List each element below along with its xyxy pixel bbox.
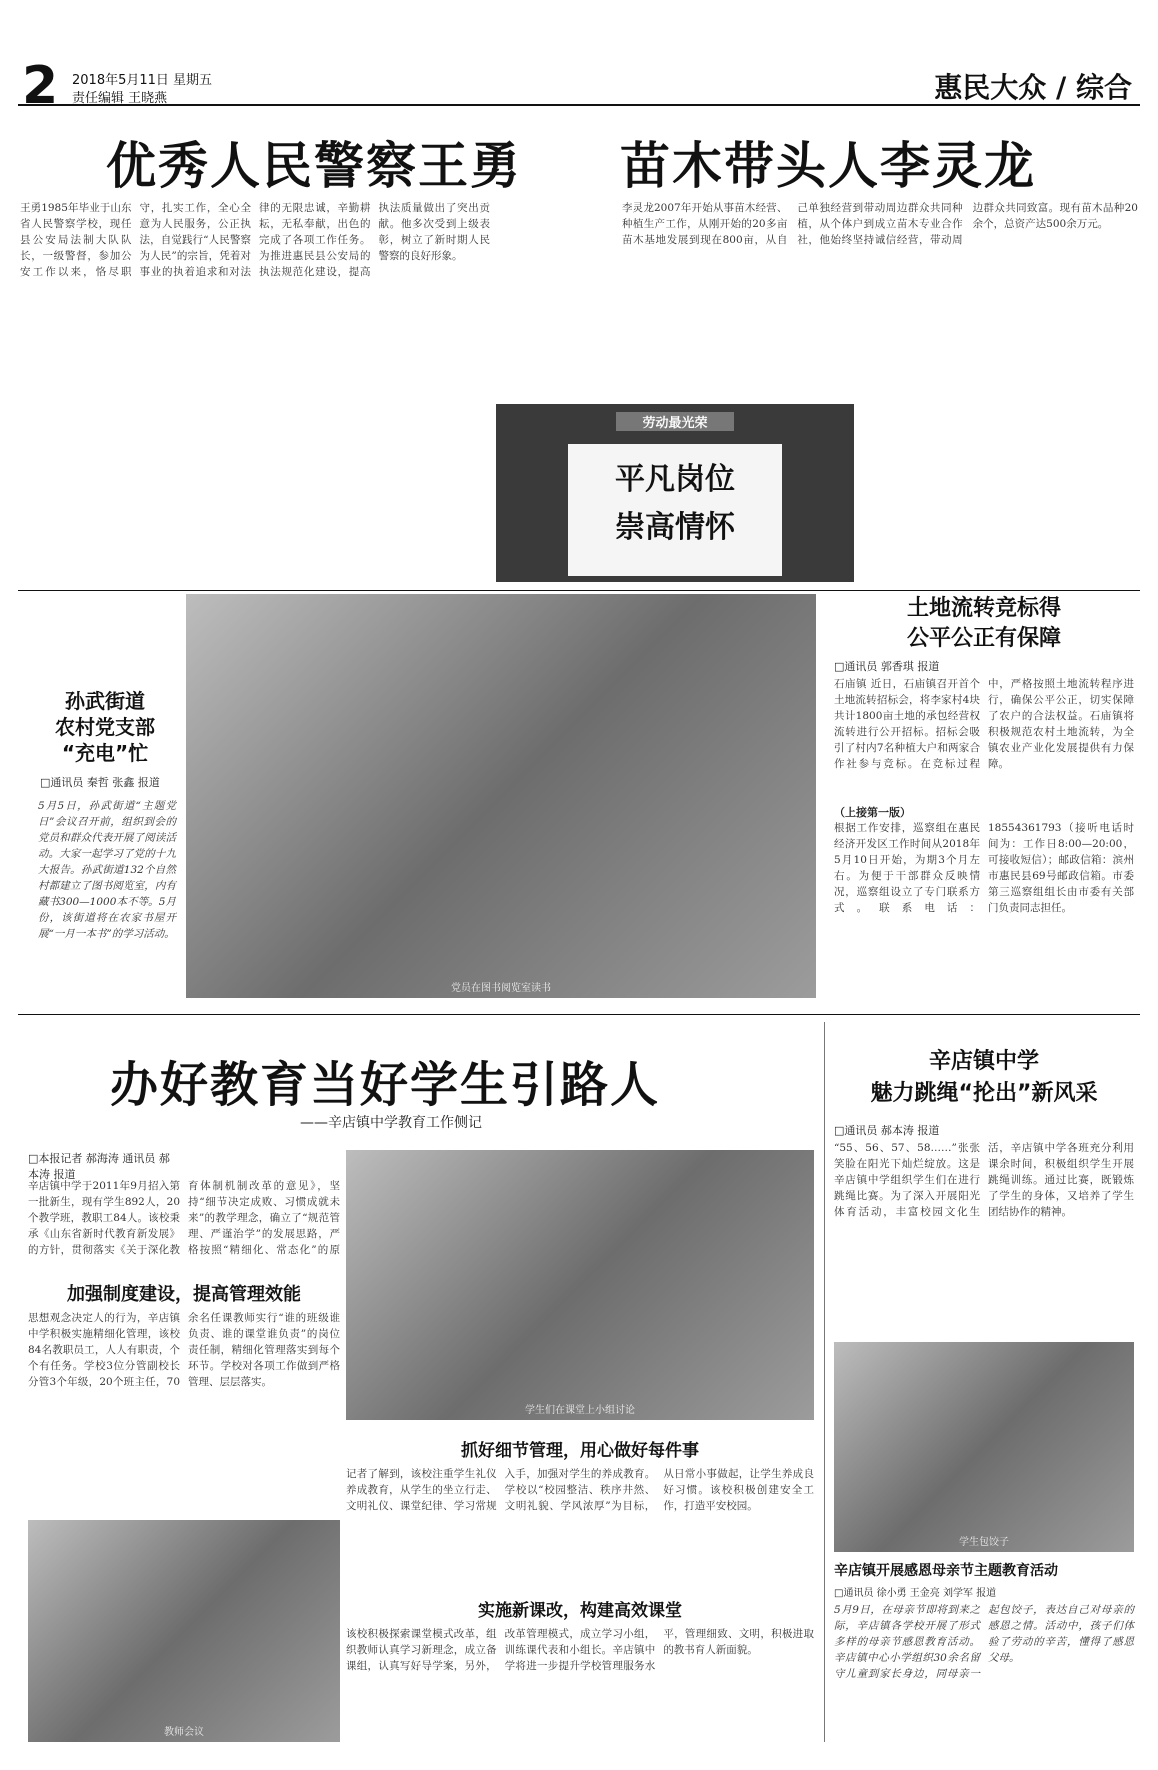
section3-body: 该校积极探索课堂模式改革，组织教师认真学习新理念，成立备课组，认真写好导学案，另外，改革管理模式，成立学习小组，训练课代表和小组长。辛店镇中学将进一步提升学校管理服务水平，管理细致、文明，积极进取的教书育人新面貌。 <box>346 1628 814 1672</box>
masthead <box>934 66 1132 106</box>
article-body-lilinglong: 李灵龙2007年开始从事苗木经营、种植生产工作，从刚开始的20多亩苗木基地发展到现在800亩，从自己单独经营到带动周边群众共同种植，从个体户到成立苗木专业合作社，他始终坚持诚信经营，带动周边群众共同致富。现有苗木品种20余个，总资产达500余万元。 <box>622 202 1138 246</box>
byline-tudi: □通讯员 郭香琪 报道 <box>834 660 940 673</box>
photo-dumplings <box>834 1342 1134 1552</box>
labor-banner-slogan <box>568 444 782 576</box>
photo-classroom-desc: 学生们在课堂上小组讨论 <box>525 1405 635 1416</box>
byline-ganen: □通讯员 徐小勇 王金亮 刘学军 报道 <box>834 1588 997 1599</box>
byline-tiaosheng: □通讯员 郝本涛 报道 <box>834 1124 940 1137</box>
notice-title: （上接第一版） <box>834 806 911 819</box>
headline-lilinglong: 苗木带头人李灵龙 <box>620 137 1036 195</box>
article-body-sunwu: 5月5日，孙武街道“主题党日”会议召开前，组织到会的党员和群众代表开展了阅读活动。大家一起学习了党的十九大报告。孙武街道132个自然村都建立了图书阅览室，内有藏书300—1000本不等。5月份，该街道将在农家书屋开展“一月一本书”的学习活动。 <box>38 800 176 940</box>
labor-banner-line2: 崇高情怀 <box>615 510 735 545</box>
article-body-notice: 根据工作安排，巡察组在惠民经济开发区工作时间从2018年5月10日开始，为期3个月左右。为便于干部群众反映情况，巡察组设立了专门联系方式。联系电话：18554361793（接听电话时间为：工作日8:00—20:00，可接收短信）；邮政信箱：滨州市惠民县69号邮政信箱。市委第三巡察组组长由市委有关部门负责同志担任。 <box>834 822 1134 914</box>
section-name: 综合 <box>1075 71 1132 104</box>
labor-banner-line1: 平凡岗位 <box>615 462 735 497</box>
headline-tudi-line2: 公平公正有保障 <box>906 626 1061 651</box>
section2-title: 抓好细节管理，用心做好每件事 <box>461 1441 699 1461</box>
header-rule <box>18 104 1140 106</box>
photo-meeting <box>28 1520 340 1742</box>
issue-date: 2018年5月11日 星期五 <box>72 73 213 88</box>
caption-ganen: 辛店镇开展感恩母亲节主题教育活动 <box>834 1563 1058 1579</box>
labor-banner-top: 劳动最光荣 <box>616 412 734 431</box>
section-rule-1 <box>18 590 1140 591</box>
byline-jiaoyu: □本报记者 郝海涛 通讯员 郝本涛 报道 <box>28 1152 170 1181</box>
headline-sunwu-line2: 农村党支部 <box>55 715 155 739</box>
headline-jiaoyu: 办好教育当好学生引路人 <box>110 1057 661 1113</box>
photo-classroom <box>346 1150 814 1420</box>
labor-banner <box>496 404 854 582</box>
section2-body: 记者了解到，该校注重学生礼仪养成教育，从学生的坐立行走、文明礼仪、课堂纪律、学习常规入手，加强对学生的养成教育。学校以“校园整洁、秩序井然、文明礼貌、学风浓厚”为目标，从日常小事做起，让学生养成良好习惯。该校积极创建安全工作，打造平安校园。 <box>346 1468 814 1512</box>
photo-library <box>186 594 816 998</box>
headline-sunwu <box>30 688 180 766</box>
headline-tudi-line1: 土地流转竞标得 <box>906 596 1061 621</box>
article-body-tiaosheng: “55、56、57、58……”张张笑脸在阳光下灿烂绽放。这是辛店镇中学组织学生们在进行跳绳比赛。为了深入开展阳光体育活动，丰富校园文化生活，辛店镇中学各班充分利用课余时间，积极组织学生开展跳绳训练。通过比赛，既锻炼了学生的身体，又培养了学生团结协作的精神。 <box>834 1142 1134 1218</box>
headline-sunwu-line1: 孙武街道 <box>65 689 145 713</box>
column-divider <box>824 1022 825 1742</box>
header-meta <box>72 72 212 108</box>
section1-body: 思想观念决定人的行为，辛店镇中学积极实施精细化管理，该校84名教职员工，人人有职责，个个有任务。学校3位分管副校长分管3个年级，20个班主任，70余名任课教师实行“谁的班级谁负责、谁的课堂谁负责”的岗位责任制，精细化管理落实到每个环节。学校对各项工作做到严格管理、层层落实。 <box>28 1312 340 1388</box>
section1-title: 加强制度建设，提高管理效能 <box>67 1284 301 1305</box>
headline-tiaosheng <box>834 1046 1134 1110</box>
article-body-tudi: 石庙镇 近日，石庙镇召开首个土地流转招标会，将李家村4块共计1800亩土地的承包经营权流转进行公开招标。招标会吸引了村内7名种植大户和两家合作社参与竞标。在竞标过程中，严格按照土地流转程序进行，确保公平公正，切实保障了农户的合法权益。石庙镇将积极规范农村土地流转，为全镇农业产业化发展提供有力保障。 <box>834 678 1134 770</box>
photo-dumplings-desc: 学生包饺子 <box>959 1537 1009 1548</box>
masthead-divider: / <box>1046 71 1076 104</box>
article-intro-jiaoyu: 辛店镇中学于2011年9月招入第一批新生，现有学生892人，20个教学班，教职工84人。该校秉承《山东省新时代教育新发展》的方针，贯彻落实《关于深化教育体制机制改革的意见》，坚持“细节决定成败、习惯成就未来”的教学理念，确立了“规范管理、严谨治学”的发展思路，严格按照“精细化、常态化”的原 <box>28 1180 340 1256</box>
headline-tiaosheng-line1: 辛店镇中学 <box>928 1049 1039 1074</box>
section-rule-2 <box>18 1014 1140 1015</box>
headline-tiaosheng-line2: 魅力跳绳“抡出”新风采 <box>870 1081 1098 1106</box>
page-number: 2 <box>22 56 59 116</box>
photo-meeting-desc: 教师会议 <box>164 1727 204 1738</box>
page-header <box>0 0 1158 116</box>
photo-library-desc: 党员在图书阅览室读书 <box>451 983 551 994</box>
paper-name: 惠民大众 <box>934 71 1047 104</box>
editor: 责任编辑 王晓燕 <box>72 91 168 106</box>
byline-sunwu: □通讯员 秦哲 张鑫 报道 <box>40 776 160 789</box>
article-body-ganen: 5月9日，在母亲节即将到来之际，辛店镇各学校开展了形式多样的母亲节感恩教育活动。辛店镇中心小学组织30余名留守儿童到家长身边，同母亲一起包饺子，表达自己对母亲的感恩之情。活动中，孩子们体验了劳动的辛苦，懂得了感恩父母。 <box>834 1604 1134 1680</box>
subheadline-jiaoyu: ——辛店镇中学教育工作侧记 <box>300 1115 482 1131</box>
section3-title: 实施新课改，构建高效课堂 <box>478 1601 682 1621</box>
headline-sunwu-line3: “充电”忙 <box>61 741 149 765</box>
headline-tudi <box>834 594 1134 654</box>
headline-wangyong: 优秀人民警察王勇 <box>106 137 522 195</box>
article-body-wangyong: 王勇1985年毕业于山东省人民警察学校，现任县公安局法制大队队长，一级警督，参加公安工作以来，恪尽职守，扎实工作，全心全意为人民服务，公正执法，自觉践行“人民警察为人民”的宗旨，凭着对事业的执着追求和对法律的无限忠诚，辛勤耕耘，无私奉献，出色的完成了各项工作任务。为推进惠民县公安局的执法规范化建设，提高执法质量做出了突出贡献。他多次受到上级表彰，树立了新时期人民警察的良好形象。 <box>20 202 490 278</box>
